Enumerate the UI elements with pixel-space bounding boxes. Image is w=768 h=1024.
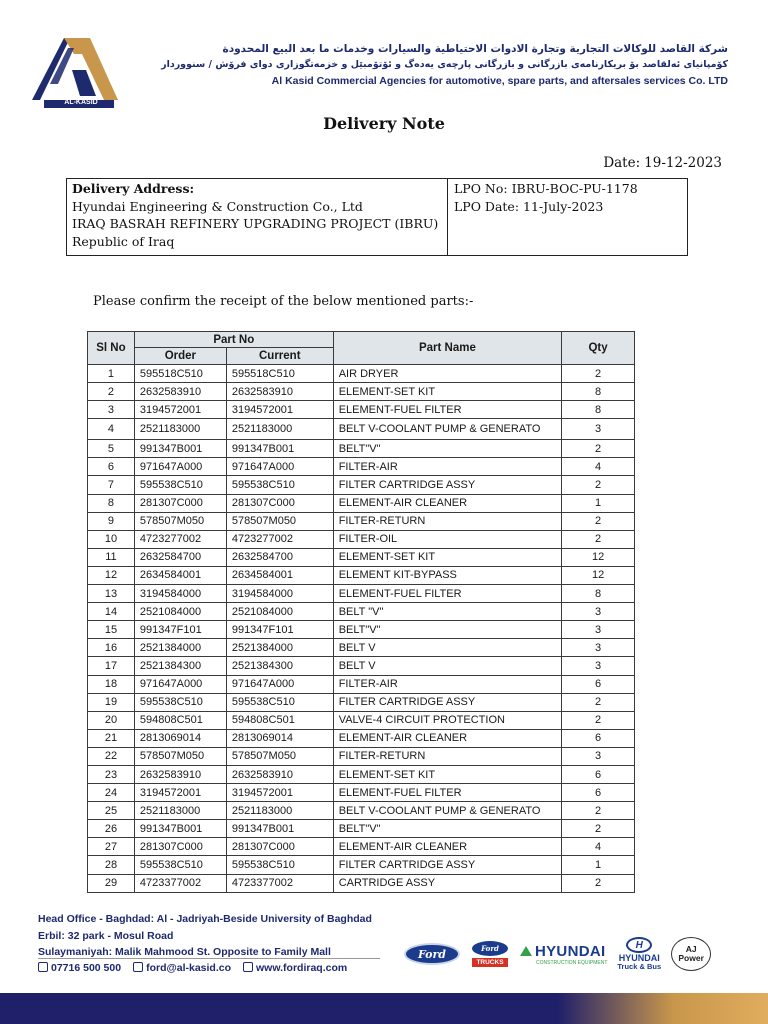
hyundai-ce-sub: CONSTRUCTION EQUIPMENT: [536, 959, 608, 966]
part-name-cell: BELT V-COOLANT PUMP & GENERATO: [333, 802, 561, 820]
sl-no-cell: 21: [88, 729, 135, 747]
sl-no-cell: 1: [88, 365, 135, 383]
aj-power-logo: [671, 937, 711, 971]
table-row: [88, 383, 635, 401]
part-name-cell: ELEMENT KIT-BYPASS: [333, 566, 561, 584]
qty-cell: 3: [562, 603, 635, 621]
order-cell: 2632583910: [134, 383, 226, 401]
qty-cell: 2: [562, 476, 635, 494]
sl-no-cell: 8: [88, 494, 135, 512]
current-cell: 578507M050: [226, 512, 333, 530]
current-cell: 594808C501: [226, 711, 333, 729]
table-row: [88, 657, 635, 675]
table-row: [88, 512, 635, 530]
table-row: [88, 838, 635, 856]
qty-cell: 3: [562, 639, 635, 657]
table-row: [88, 675, 635, 693]
hyundai-truck-bus-logo: [617, 937, 661, 971]
part-name-cell: FILTER-AIR: [333, 675, 561, 693]
current-cell: 4723377002: [226, 874, 333, 892]
sl-no-cell: 25: [88, 802, 135, 820]
order-cell: 991347B001: [134, 820, 226, 838]
header-qty: Qty: [562, 332, 635, 365]
ford-trucks-label: TRUCKS: [472, 958, 507, 967]
table-row: [88, 458, 635, 476]
date-label: Date:: [603, 155, 641, 171]
current-cell: 2632584700: [226, 548, 333, 566]
table-row: [88, 874, 635, 892]
current-cell: 281307C000: [226, 494, 333, 512]
table-row: [88, 476, 635, 494]
order-cell: 2521084000: [134, 603, 226, 621]
current-cell: 2521384000: [226, 639, 333, 657]
lpo-date: LPO Date: 11-July-2023: [454, 198, 604, 214]
current-cell: 2632583910: [226, 383, 333, 401]
qty-cell: 12: [562, 566, 635, 584]
delivery-address-line: Hyundai Engineering & Construction Co., Ltd: [72, 198, 363, 214]
phone-icon: [38, 962, 48, 972]
current-cell: 3194584000: [226, 585, 333, 603]
company-logo: [24, 34, 124, 108]
sl-no-cell: 16: [88, 639, 135, 657]
current-cell: 991347B001: [226, 440, 333, 458]
qty-cell: 1: [562, 856, 635, 874]
delivery-address-heading: Delivery Address:: [72, 181, 195, 196]
current-cell: 2521183000: [226, 802, 333, 820]
part-name-cell: CARTRIDGE ASSY: [333, 874, 561, 892]
current-cell: 3194572001: [226, 784, 333, 802]
phone-contact: [38, 962, 121, 974]
part-name-cell: ELEMENT-SET KIT: [333, 548, 561, 566]
order-cell: 595538C510: [134, 856, 226, 874]
current-cell: 991347F101: [226, 621, 333, 639]
sl-no-cell: 28: [88, 856, 135, 874]
sl-no-cell: 29: [88, 874, 135, 892]
table-row: [88, 419, 635, 440]
order-cell: 971647A000: [134, 458, 226, 476]
order-cell: 594808C501: [134, 711, 226, 729]
company-header: [161, 42, 728, 89]
part-name-cell: ELEMENT-SET KIT: [333, 383, 561, 401]
hyundai-ce-logo: [520, 943, 607, 966]
table-row: [88, 639, 635, 657]
table-row: [88, 548, 635, 566]
sl-no-cell: 23: [88, 765, 135, 783]
sl-no-cell: 2: [88, 383, 135, 401]
aj-power-line1: AJ: [685, 944, 697, 954]
order-cell: 2634584001: [134, 566, 226, 584]
hyundai-tb-name: HYUNDAI: [618, 953, 660, 963]
sl-no-cell: 20: [88, 711, 135, 729]
table-row: [88, 494, 635, 512]
order-cell: 595538C510: [134, 476, 226, 494]
lpo-number: LPO No: IBRU-BOC-PU-1178: [454, 181, 638, 196]
part-name-cell: BELT V: [333, 657, 561, 675]
email-contact: [133, 962, 231, 974]
footer-gold-accent: [558, 993, 768, 1024]
current-cell: 2634584001: [226, 566, 333, 584]
part-name-cell: BELT"V": [333, 621, 561, 639]
delivery-address: [67, 179, 448, 255]
qty-cell: 4: [562, 838, 635, 856]
header-current: Current: [226, 348, 333, 365]
qty-cell: 3: [562, 657, 635, 675]
current-cell: 2632583910: [226, 765, 333, 783]
sl-no-cell: 14: [88, 603, 135, 621]
table-row: [88, 365, 635, 383]
qty-cell: 2: [562, 440, 635, 458]
current-cell: 578507M050: [226, 747, 333, 765]
order-cell: 971647A000: [134, 675, 226, 693]
sl-no-cell: 26: [88, 820, 135, 838]
delivery-address-line: Republic of Iraq: [72, 233, 175, 249]
order-cell: 2632584700: [134, 548, 226, 566]
qty-cell: 2: [562, 820, 635, 838]
part-name-cell: ELEMENT-FUEL FILTER: [333, 585, 561, 603]
part-name-cell: AIR DRYER: [333, 365, 561, 383]
company-name-english: Al Kasid Commercial Agencies for automotive, spare parts, and aftersales services Co. LTD: [271, 75, 728, 87]
sl-no-cell: 9: [88, 512, 135, 530]
table-row: [88, 566, 635, 584]
email-icon: [133, 962, 143, 972]
date-value: 19-12-2023: [644, 155, 722, 171]
current-cell: 2521084000: [226, 603, 333, 621]
table-row: [88, 802, 635, 820]
order-cell: 991347F101: [134, 621, 226, 639]
order-cell: 2521384300: [134, 657, 226, 675]
table-row: [88, 693, 635, 711]
ford-trucks-logo: [470, 941, 510, 967]
sl-no-cell: 18: [88, 675, 135, 693]
part-name-cell: FILTER-RETURN: [333, 747, 561, 765]
sl-no-cell: 24: [88, 784, 135, 802]
sl-no-cell: 22: [88, 747, 135, 765]
current-cell: 971647A000: [226, 675, 333, 693]
order-cell: 3194572001: [134, 401, 226, 419]
qty-cell: 6: [562, 675, 635, 693]
qty-cell: 2: [562, 530, 635, 548]
delivery-info-box: [66, 178, 688, 256]
sl-no-cell: 6: [88, 458, 135, 476]
table-row: [88, 711, 635, 729]
header-part-name: Part Name: [333, 332, 561, 365]
part-name-cell: VALVE-4 CIRCUIT PROTECTION: [333, 711, 561, 729]
sl-no-cell: 17: [88, 657, 135, 675]
table-row: [88, 440, 635, 458]
order-cell: 2521183000: [134, 419, 226, 440]
sl-no-cell: 5: [88, 440, 135, 458]
sl-no-cell: 10: [88, 530, 135, 548]
current-cell: 971647A000: [226, 458, 333, 476]
part-name-cell: ELEMENT-FUEL FILTER: [333, 401, 561, 419]
qty-cell: 3: [562, 621, 635, 639]
order-cell: 2521183000: [134, 802, 226, 820]
order-cell: 4723377002: [134, 874, 226, 892]
part-name-cell: FILTER CARTRIDGE ASSY: [333, 856, 561, 874]
order-cell: 3194572001: [134, 784, 226, 802]
table-row: [88, 729, 635, 747]
current-cell: 991347B001: [226, 820, 333, 838]
qty-cell: 8: [562, 383, 635, 401]
sl-no-cell: 13: [88, 585, 135, 603]
sl-no-cell: 3: [88, 401, 135, 419]
ford-trucks-oval: Ford: [472, 941, 508, 956]
part-name-cell: FILTER-RETURN: [333, 512, 561, 530]
part-name-cell: BELT"V": [333, 820, 561, 838]
ford-logo: Ford: [404, 943, 460, 965]
sl-no-cell: 15: [88, 621, 135, 639]
current-cell: 595538C510: [226, 856, 333, 874]
footer-addresses: [38, 911, 372, 961]
table-row: [88, 621, 635, 639]
part-name-cell: ELEMENT-AIR CLEANER: [333, 494, 561, 512]
order-cell: 595518C510: [134, 365, 226, 383]
current-cell: 281307C000: [226, 838, 333, 856]
qty-cell: 2: [562, 802, 635, 820]
part-name-cell: BELT "V": [333, 603, 561, 621]
table-row: [88, 530, 635, 548]
sulaymaniyah-address: Sulaymaniyah: Malik Mahmood St. Opposite to Family Mall: [38, 946, 331, 958]
current-cell: 595538C510: [226, 693, 333, 711]
part-name-cell: FILTER CARTRIDGE ASSY: [333, 476, 561, 494]
table-row: [88, 856, 635, 874]
company-name-kurdish: كۆمپانیای ئەلقاصد بۆ بریکارنامەی بازرگانی و بازرگانی پارچەی یەدەگ و ئۆتۆمبێل و خزمەتگوزاری دوای فرۆش / سنووردار: [161, 59, 728, 70]
order-cell: 281307C000: [134, 838, 226, 856]
table-row: [88, 820, 635, 838]
hyundai-ce-name: HYUNDAI: [535, 942, 606, 960]
table-row: [88, 603, 635, 621]
order-cell: 991347B001: [134, 440, 226, 458]
order-cell: 281307C000: [134, 494, 226, 512]
parts-table: [87, 331, 635, 893]
table-row: [88, 765, 635, 783]
email-address: ford@al-kasid.co: [146, 962, 232, 974]
order-cell: 578507M050: [134, 747, 226, 765]
footer-color-bar: [0, 993, 768, 1024]
order-cell: 3194584000: [134, 585, 226, 603]
current-cell: 4723277002: [226, 530, 333, 548]
document-date: [603, 155, 722, 171]
part-name-cell: ELEMENT-SET KIT: [333, 765, 561, 783]
qty-cell: 2: [562, 693, 635, 711]
current-cell: 595538C510: [226, 476, 333, 494]
qty-cell: 1: [562, 494, 635, 512]
footer-divider: [38, 958, 380, 959]
part-name-cell: ELEMENT-AIR CLEANER: [333, 729, 561, 747]
delivery-address-line: IRAQ BASRAH REFINERY UPGRADING PROJECT (IBRU): [72, 216, 439, 231]
parts-table-body: [88, 365, 635, 893]
header-sl-no: Sl No: [88, 332, 135, 365]
globe-icon: [243, 962, 253, 972]
qty-cell: 6: [562, 784, 635, 802]
table-row: [88, 585, 635, 603]
current-cell: 2813069014: [226, 729, 333, 747]
part-name-cell: BELT V: [333, 639, 561, 657]
qty-cell: 6: [562, 765, 635, 783]
website-contact: [243, 962, 347, 974]
part-name-cell: FILTER-OIL: [333, 530, 561, 548]
header-order: Order: [134, 348, 226, 365]
part-name-cell: FILTER-AIR: [333, 458, 561, 476]
order-cell: 578507M050: [134, 512, 226, 530]
current-cell: 3194572001: [226, 401, 333, 419]
brand-logos: [404, 934, 711, 974]
current-cell: 2521183000: [226, 419, 333, 440]
footer-contacts: [38, 962, 347, 974]
hyundai-tb-sub: Truck & Bus: [617, 962, 662, 971]
qty-cell: 4: [562, 458, 635, 476]
current-cell: 595518C510: [226, 365, 333, 383]
order-cell: 2632583910: [134, 765, 226, 783]
table-row: [88, 747, 635, 765]
logo-text: AL-KASID: [64, 99, 98, 106]
hyundai-h-icon: H: [626, 937, 652, 953]
order-cell: 2521384000: [134, 639, 226, 657]
phone-number: 07716 500 500: [51, 962, 122, 974]
qty-cell: 2: [562, 711, 635, 729]
qty-cell: 8: [562, 401, 635, 419]
qty-cell: 2: [562, 365, 635, 383]
erbil-address: Erbil: 32 park - Mosul Road: [38, 929, 174, 942]
head-office-address: Head Office - Baghdad: Al - Jadriyah-Beside University of Baghdad: [38, 913, 372, 925]
document-title: Delivery Note: [323, 114, 445, 133]
triangle-icon: [520, 946, 532, 956]
qty-cell: 3: [562, 419, 635, 440]
current-cell: 2521384300: [226, 657, 333, 675]
sl-no-cell: 4: [88, 419, 135, 440]
website-url: www.fordiraq.com: [256, 962, 348, 974]
qty-cell: 3: [562, 747, 635, 765]
sl-no-cell: 11: [88, 548, 135, 566]
order-cell: 4723277002: [134, 530, 226, 548]
sl-no-cell: 12: [88, 566, 135, 584]
aj-power-line2: Power: [678, 953, 704, 963]
part-name-cell: BELT"V": [333, 440, 561, 458]
table-row: [88, 401, 635, 419]
part-name-cell: ELEMENT-AIR CLEANER: [333, 838, 561, 856]
part-name-cell: ELEMENT-FUEL FILTER: [333, 784, 561, 802]
header-part-no: Part No: [134, 332, 333, 348]
table-row: [88, 784, 635, 802]
qty-cell: 12: [562, 548, 635, 566]
order-cell: 595538C510: [134, 693, 226, 711]
sl-no-cell: 27: [88, 838, 135, 856]
confirm-text: Please confirm the receipt of the below mentioned parts:-: [93, 294, 474, 309]
qty-cell: 6: [562, 729, 635, 747]
part-name-cell: BELT V-COOLANT PUMP & GENERATO: [333, 419, 561, 440]
qty-cell: 2: [562, 512, 635, 530]
qty-cell: 8: [562, 585, 635, 603]
lpo-info: [448, 179, 687, 255]
sl-no-cell: 7: [88, 476, 135, 494]
sl-no-cell: 19: [88, 693, 135, 711]
qty-cell: 2: [562, 874, 635, 892]
company-name-arabic: شركة القاصد للوكالات التجارية وتجارة الادوات الاحتياطية والسيارات وخدمات ما بعد البيع المحدودة: [222, 43, 728, 55]
part-name-cell: FILTER CARTRIDGE ASSY: [333, 693, 561, 711]
order-cell: 2813069014: [134, 729, 226, 747]
